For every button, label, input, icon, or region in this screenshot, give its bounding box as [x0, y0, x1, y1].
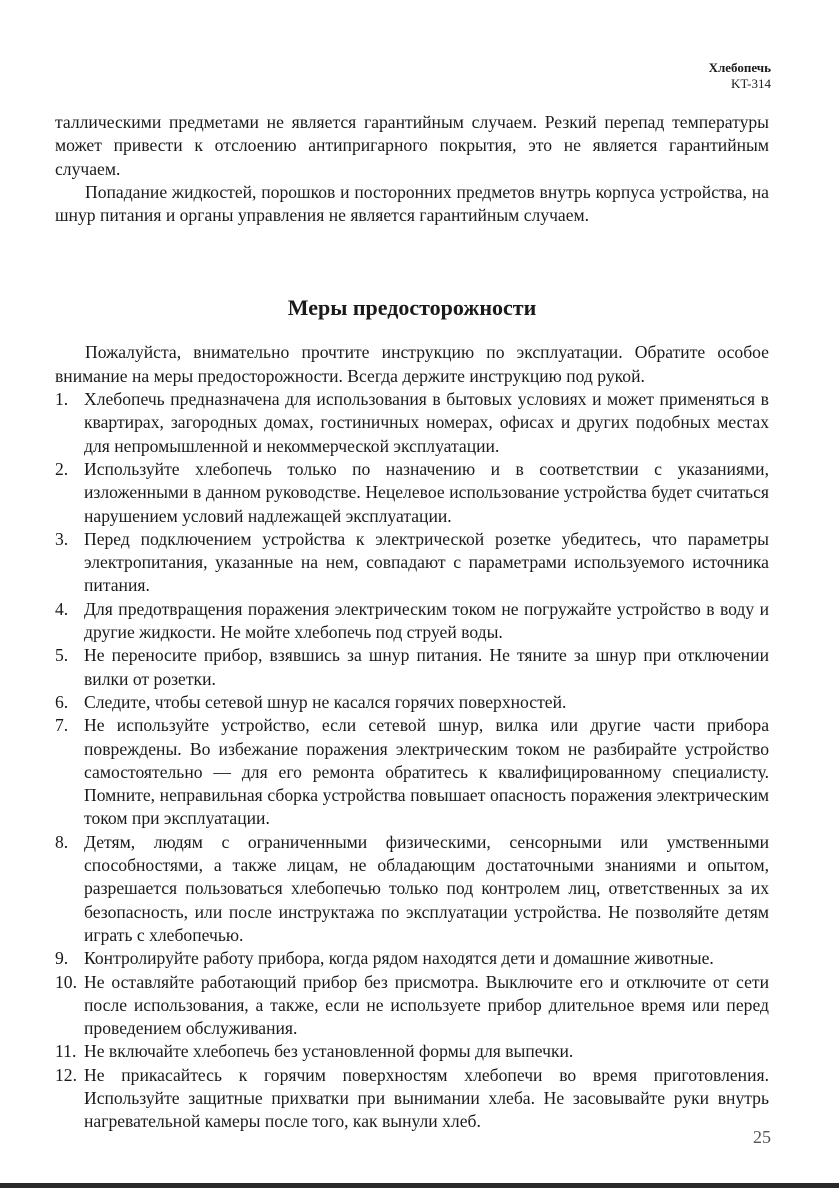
- list-item: [55, 691, 769, 714]
- list-item-text: Детям, людям с ограниченными физическими, сенсорными или умственными способностями, а также лицам, не обладающим достаточными знаниями и опытом, разрешается пользоваться хлебопечью только под контролем лиц, ответственных за их безопасность, или после инструктажа по эксплуатации устройства. Не позволяйте детям играть с хлебопечью.: [84, 831, 769, 945]
- list-item-number: 12.: [55, 1064, 77, 1085]
- intro-paragraph-1: таллическими предметами не является гарантийным случаем. Резкий перепад температуры может привести к отслоению антипригарного покрытия, это не является гарантийным случаем.: [55, 112, 769, 179]
- list-item-text: Не оставляйте работающий прибор без присмотра. Выключите его и отключите от сети после использования, а также, если не используете прибор длительное время или перед проведением обслуживания.: [84, 971, 769, 1039]
- list-item-number: 4.: [55, 598, 69, 619]
- list-item-text: Контролируйте работу прибора, когда рядом находятся дети и домашние животные.: [84, 948, 714, 969]
- running-header: [709, 60, 771, 92]
- page-edge-divider: [0, 1183, 839, 1188]
- header-model-code: KT-314: [731, 76, 771, 91]
- precautions-list: [55, 388, 769, 1134]
- section-lead: Пожалуйста, внимательно прочтите инструкцию по эксплуатации. Обратите особое внимание на меры предосторожности. Всегда держите инструкцию под рукой.: [55, 342, 769, 386]
- list-item: [55, 947, 769, 970]
- list-item-text: Следите, чтобы сетевой шнур не касался горячих поверхностей.: [84, 691, 567, 712]
- list-item-text: Не используйте устройство, если сетевой шнур, вилка или другие части прибора повреждены. Во избежание поражения электрическим током не разбирайте устройство самостоятельно — для его ремонта обратитесь к квалифицированному специалисту. Помните, неправильная сборка устройства повышает опасность поражения электрическим током при эксплуатации.: [84, 715, 769, 829]
- list-item: [55, 388, 769, 458]
- list-item-number: 6.: [55, 691, 69, 712]
- list-item-text: Хлебопечь предназначена для использования в бытовых условиях и может применяться в квартирах, загородных домах, гостиничных номерах, офисах и других подобных местах для непромышленной и некоммерческой эксплуатации.: [84, 389, 769, 456]
- list-item: [55, 1064, 769, 1134]
- list-item-number: 9.: [55, 948, 69, 969]
- intro-paragraph-2: Попадание жидкостей, порошков и посторонних предметов внутрь корпуса устройства, на шнур питания и органы управления не является гарантийным случаем.: [55, 181, 769, 226]
- section-title: Меры предосторожности: [287, 295, 537, 321]
- list-item: [55, 598, 769, 645]
- list-item: [55, 831, 769, 947]
- list-item-text: Перед подключением устройства к электрической розетке убедитесь, что параметры электропитания, указанные на нем, совпадают с параметрами используемого источника питания.: [84, 528, 769, 596]
- list-item: [55, 714, 769, 830]
- list-item: [55, 458, 769, 528]
- list-item-text: Используйте хлебопечь только по назначению и в соответствии с указаниями, изложенными в данном руководстве. Нецелевое использование устройства будет считаться нарушением условий надлежащей эксплуатации.: [84, 458, 769, 526]
- header-model-name: Хлебопечь: [708, 60, 771, 75]
- list-item-number: 5.: [55, 645, 69, 666]
- list-item-text: Для предотвращения поражения электрическим током не погружайте устройство в воду и другие жидкости. Не мойте хлебопечь под струей воды.: [84, 598, 769, 643]
- list-item-text: Не прикасайтесь к горячим поверхностям хлебопечи во время приготовления. Используйте защитные прихватки при вынимании хлеба. Не засовывайте руки внутрь нагревательной камеры после того, как вынули хлеб.: [84, 1064, 769, 1132]
- list-item-number: 11.: [55, 1041, 77, 1062]
- list-item-number: 3.: [55, 528, 69, 549]
- list-item-text: Не переносите прибор, взявшись за шнур питания. Не тяните за шнур при отключении вилки от розетки.: [84, 645, 769, 689]
- page-number: 25: [753, 1127, 771, 1147]
- list-item-text: Не включайте хлебопечь без установленной формы для выпечки.: [84, 1041, 574, 1062]
- list-item: [55, 528, 769, 598]
- page-content: [55, 111, 769, 1134]
- list-item-number: 10.: [55, 971, 77, 992]
- list-item: [55, 971, 769, 1041]
- list-item-number: 7.: [55, 715, 69, 736]
- list-item-number: 8.: [55, 831, 69, 852]
- list-item-number: 1.: [55, 389, 69, 410]
- list-item: [55, 1040, 769, 1063]
- list-item-number: 2.: [55, 458, 69, 479]
- list-item: [55, 644, 769, 691]
